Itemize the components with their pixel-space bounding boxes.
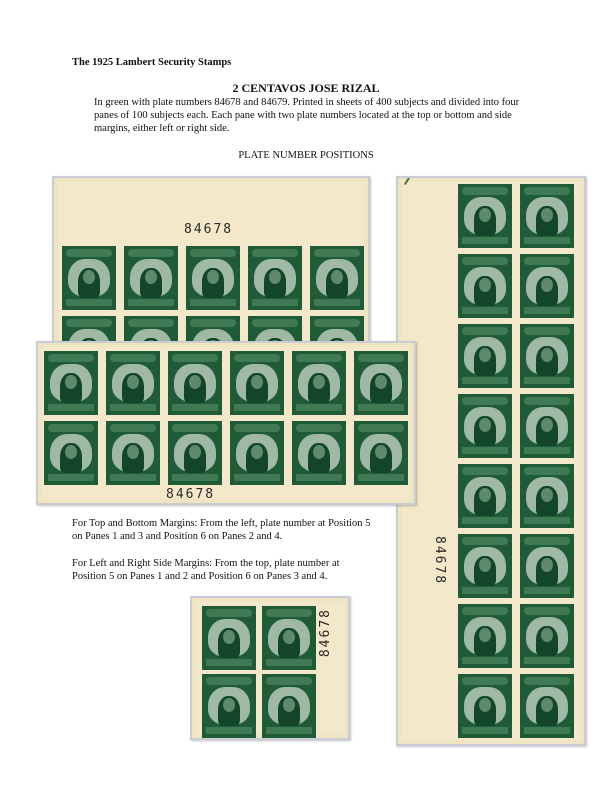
rizal-stamp — [62, 246, 116, 310]
rizal-stamp — [354, 421, 408, 485]
rizal-stamp — [310, 246, 364, 310]
rizal-stamp — [186, 246, 240, 310]
rizal-stamp — [520, 324, 574, 388]
rizal-stamp — [458, 534, 512, 598]
rizal-stamp — [458, 324, 512, 388]
rizal-stamp — [230, 351, 284, 415]
side-margin-block-image — [190, 596, 350, 740]
rizal-stamp — [458, 394, 512, 458]
rizal-stamp — [248, 246, 302, 310]
rizal-stamp — [202, 606, 256, 670]
rizal-stamp — [44, 351, 98, 415]
rizal-stamp — [124, 246, 178, 310]
rizal-stamp — [520, 184, 574, 248]
section-subtitle: PLATE NUMBER POSITIONS — [238, 150, 374, 161]
rizal-stamp — [106, 351, 160, 415]
page-header: The 1925 Lambert Security Stamps — [72, 57, 232, 68]
plate-number-right-strip: 84678 — [432, 536, 447, 586]
rizal-stamp — [230, 421, 284, 485]
rizal-stamp — [520, 534, 574, 598]
note-side-margins: For Left and Right Side Margins: From the top, plate number at Position 5 on Panes 1 and 2 and Position 6 on Panes 3 and 4. — [72, 558, 340, 582]
rizal-stamp — [106, 421, 160, 485]
bottom-margin-block-image — [36, 341, 416, 505]
right-margin-strip-image — [396, 176, 586, 746]
rizal-stamp — [520, 464, 574, 528]
rizal-stamp — [168, 421, 222, 485]
rizal-stamp — [262, 606, 316, 670]
rizal-stamp — [520, 394, 574, 458]
top-margin-block-image — [52, 176, 370, 346]
note-top-bottom-margins: For Top and Bottom Margins: From the left, plate number at Position 5 on Panes 1 and 3 and Position 6 on Panes 2 and 4. — [72, 518, 371, 542]
rizal-stamp — [520, 604, 574, 668]
rizal-stamp — [458, 184, 512, 248]
rizal-stamp — [458, 464, 512, 528]
plate-number-bottom: 84678 — [166, 487, 216, 502]
intro-paragraph: In green with plate numbers 84678 and 84679. Printed in sheets of 400 subjects and divided into four panes of 100 subjects each. Each pane with two plate numbers located at the top or bottom and side margins, either left or right side. — [94, 97, 520, 134]
rizal-stamp — [354, 351, 408, 415]
rizal-stamp — [458, 674, 512, 738]
rizal-stamp — [520, 674, 574, 738]
rizal-stamp — [292, 351, 346, 415]
rizal-stamp — [458, 604, 512, 668]
rizal-stamp — [168, 351, 222, 415]
rizal-stamp — [44, 421, 98, 485]
rizal-stamp — [262, 674, 316, 738]
page-title: 2 CENTAVOS JOSE RIZAL — [232, 81, 380, 95]
plate-number-top: 84678 — [184, 222, 234, 237]
rizal-stamp — [202, 674, 256, 738]
rizal-stamp — [292, 421, 346, 485]
rizal-stamp — [520, 254, 574, 318]
plate-number-side: 84678 — [318, 608, 333, 658]
rizal-stamp — [458, 254, 512, 318]
